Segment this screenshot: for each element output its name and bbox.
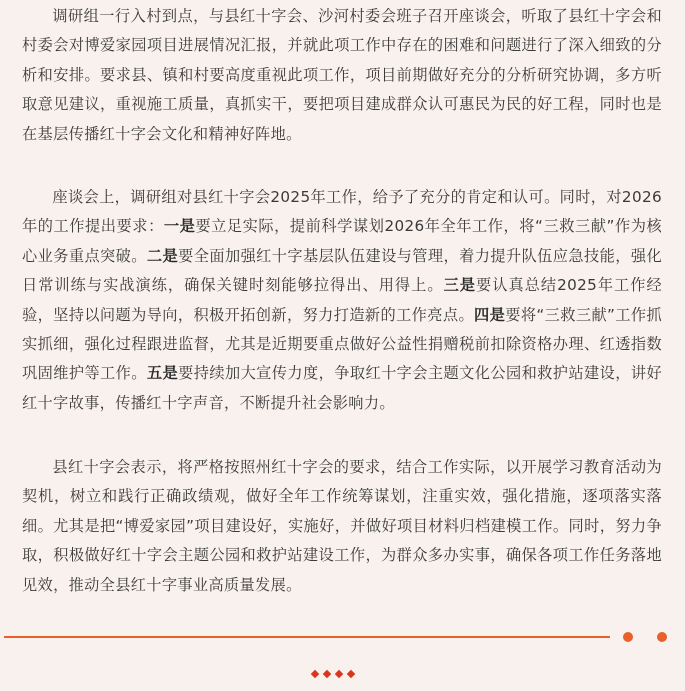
point-two-text: 要全面加强红十字基层队伍建设与管理，着力提升队伍应急技能，强化日常训练与实战演练，确保关键时刻能够拉得出、用得上。: [22, 246, 662, 295]
paragraph-work-requirements: [22, 183, 662, 418]
line-with-dots-icon: [4, 636, 610, 638]
point-five-text: 要持续加大宣传力度，争取红十字会主题文化公园和救护站建设，讲好红十字故事，传播红十字声音，不断提升社会影响力。: [22, 364, 662, 412]
divider-dot-icon: [657, 632, 667, 642]
diamond-icon: [323, 670, 331, 678]
point-one-text: 要立足实际，提前科学谋划2026年全年工作，将“三救三献”作为核心业务重点突破。: [22, 217, 663, 265]
diamond-ornament-icon: [312, 669, 354, 679]
diamond-icon: [311, 670, 319, 678]
divider-dot-icon: [623, 632, 633, 642]
point-five-label: 五是: [146, 364, 179, 383]
point-three-label: 三是: [443, 276, 477, 295]
requirements-intro: 座谈会上，调研组对县红十字会2025年工作，给予了充分的肯定和认可。同时，对2026年的工作提出要求：: [22, 188, 662, 236]
diamond-icon: [347, 670, 355, 678]
point-four-text: 要将“三救三献”工作抓实抓细，强化过程跟进监督，尤其是近期要重点做好公益性捐赠税前扣除资格办理、红透指数巩固维护等工作。: [22, 305, 663, 383]
paragraph-county-response: 县红十字会表示，将严格按照州红十字会的要求，结合工作实际，以开展学习教育活动为契机，树立和践行正确政绩观，做好全年工作统筹谋划，注重实效，强化措施，逐项落实落细。尤其是把“博爱家园”项目建设好，实施好，并做好项目材料归档建模工作。同时，努力争取，积极做好红十字会主题公园和救护站建设工作，为群众多办实事，确保各项工作任务落地见效，推动全县红十字事业高质量发展。: [22, 458, 662, 594]
point-four-label: 四是: [474, 305, 506, 324]
point-one-label: 一是: [163, 217, 196, 236]
point-two-label: 二是: [146, 246, 179, 265]
paragraph-meeting-summary: 调研组一行入村到点，与县红十字会、沙河村委会班子召开座谈会，听取了县红十字会和村委会对博爱家园项目进展情况汇报，并就此项工作中存在的困难和问题进行了深入细致的分析和安排。要求县、镇和村要高度重视此项工作，项目前期做好充分的分析研究协调，多方听取意见建议，重视施工质量，真抓实干，要把项目建成群众认可惠民为民的好工程，同时也是在基层传播红十字会文化和精神好阵地。: [22, 7, 662, 143]
point-three-text: 要认真总结2025年工作经验，坚持以问题为导向，积极开拓创新，努力打造新的工作亮点。: [22, 276, 662, 324]
diamond-icon: [335, 670, 343, 678]
